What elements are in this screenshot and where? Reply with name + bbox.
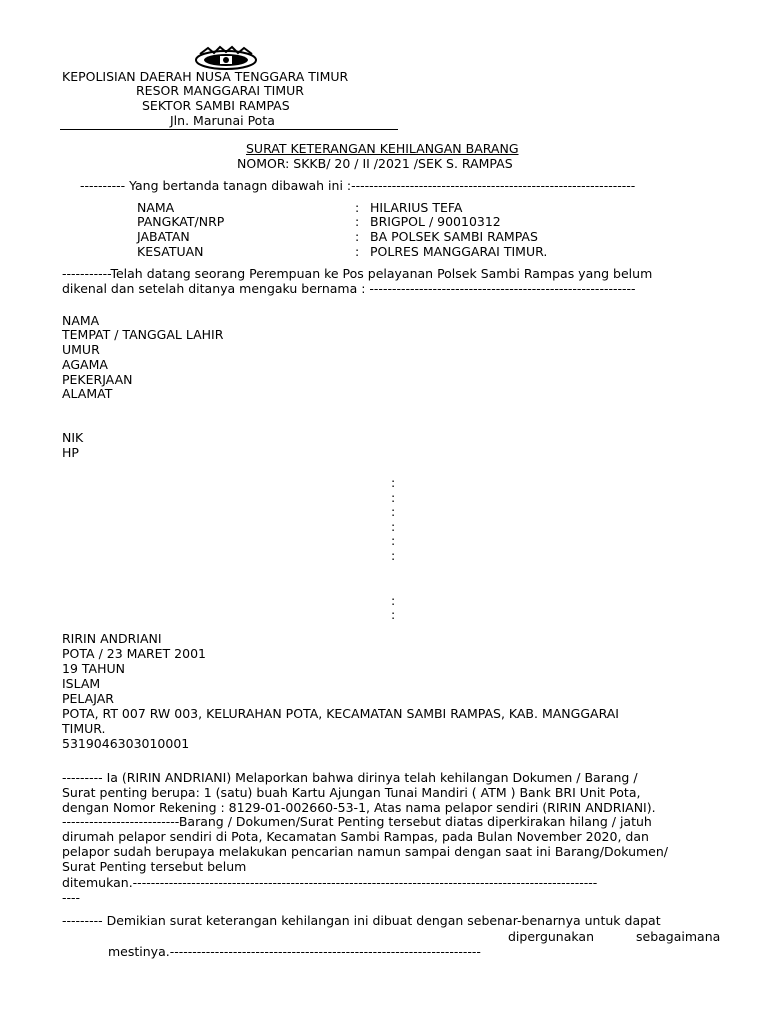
officer-label-position: JABATAN [137, 229, 190, 244]
officer-label-unit: KESATUAN [137, 244, 204, 259]
report-line: dirumah pelapor sendiri di Pota, Kecamatan Sambi Rampas, pada Bulan November 2020, dan [62, 829, 649, 844]
arrival-line-1: -----------Telah datang seorang Perempuan ke Pos pelayanan Polsek Sambi Rampas yang belum [62, 266, 653, 281]
officer-value-position: BA POLSEK SAMBI RAMPAS [370, 229, 538, 244]
reporter-label: UMUR [62, 342, 100, 357]
report-line: --------------------------Barang / Dokumen/Surat Penting tersebut diatas diperkirakan hilang / jatuh [62, 814, 652, 829]
colon-mark: : [391, 533, 396, 548]
arrival-line-2: dikenal dan setelah ditanya mengaku bernama : ----------------------------------------------------------- [62, 281, 636, 296]
header-line-institution: KEPOLISIAN DAERAH NUSA TENGGARA TIMUR [62, 69, 349, 84]
reporter-label: TEMPAT / TANGGAL LAHIR [62, 327, 224, 342]
police-emblem-logo [190, 44, 262, 70]
officer-colon: : [355, 200, 360, 215]
closing-word-sebagaimana: sebagaimana [636, 929, 721, 944]
header-divider [60, 129, 398, 130]
reporter-value-age: 19 TAHUN [62, 661, 125, 676]
reporter-value-occupation: PELAJAR [62, 691, 114, 706]
officer-label-name: NAMA [137, 200, 175, 215]
report-line: Surat penting berupa: 1 (satu) buah Kartu Ajungan Tunai Mandiri ( ATM ) Bank BRI Unit Pota, [62, 785, 641, 800]
officer-colon: : [355, 229, 360, 244]
report-line: ditemukan.------------------------------------------------------------------------------------------------------- [62, 875, 598, 890]
colon-mark: : [391, 504, 396, 519]
report-line: ---- [62, 890, 81, 905]
reporter-label: PEKERJAAN [62, 372, 133, 387]
colon-mark: : [391, 593, 396, 608]
header-line-address: Jln. Marunai Pota [170, 113, 275, 128]
reporter-label: HP [62, 445, 79, 460]
officer-label-rank: PANGKAT/NRP [137, 214, 225, 229]
colon-mark: : [391, 607, 396, 622]
closing-word-dipergunakan: dipergunakan [508, 929, 594, 944]
colon-mark: : [391, 548, 396, 563]
intro-line: ---------- Yang bertanda tanagn dibawah ini :--------------------------------------------------------------- [80, 178, 636, 193]
officer-colon: : [355, 244, 360, 259]
reporter-label: ALAMAT [62, 386, 113, 401]
colon-mark: : [391, 475, 396, 490]
document-number: NOMOR: SKKB/ 20 / II /2021 /SEK S. RAMPAS [237, 156, 513, 171]
reporter-label: NAMA [62, 313, 100, 328]
closing-line-3: mestinya.--------------------------------------------------------------------- [108, 944, 481, 959]
reporter-label: NIK [62, 430, 84, 445]
closing-line-1: --------- Demikian surat keterangan kehilangan ini dibuat dengan sebenar-benarnya untuk dapat [62, 913, 661, 928]
header-line-sektor: SEKTOR SAMBI RAMPAS [142, 98, 290, 113]
document-title: SURAT KETERANGAN KEHILANGAN BARANG [246, 141, 519, 156]
reporter-value-address: POTA, RT 007 RW 003, KELURAHAN POTA, KECAMATAN SAMBI RAMPAS, KAB. MANGGARAI [62, 706, 619, 721]
officer-value-rank: BRIGPOL / 90010312 [370, 214, 501, 229]
officer-value-name: HILARIUS TEFA [370, 200, 463, 215]
officer-colon: : [355, 214, 360, 229]
report-line: Surat Penting tersebut belum [62, 859, 247, 874]
reporter-value-nik: 5319046303010001 [62, 736, 190, 751]
colon-mark: : [391, 519, 396, 534]
reporter-value-birth: POTA / 23 MARET 2001 [62, 646, 206, 661]
report-line: pelapor sudah berupaya melakukan pencarian namun sampai dengan saat ini Barang/Dokumen/ [62, 844, 668, 859]
header-line-resor: RESOR MANGGARAI TIMUR [136, 83, 304, 98]
reporter-value-religion: ISLAM [62, 676, 101, 691]
reporter-value-name: RIRIN ANDRIANI [62, 631, 162, 646]
officer-value-unit: POLRES MANGGARAI TIMUR. [370, 244, 548, 259]
report-line: --------- Ia (RIRIN ANDRIANI) Melaporkan bahwa dirinya telah kehilangan Dokumen / Barang / [62, 770, 638, 785]
reporter-label: AGAMA [62, 357, 108, 372]
colon-mark: : [391, 490, 396, 505]
reporter-value-address-cont: TIMUR. [62, 721, 106, 736]
report-line: dengan Nomor Rekening : 8129-01-002660-53-1, Atas nama pelapor sendiri (RIRIN ANDRIANI). [62, 800, 656, 815]
